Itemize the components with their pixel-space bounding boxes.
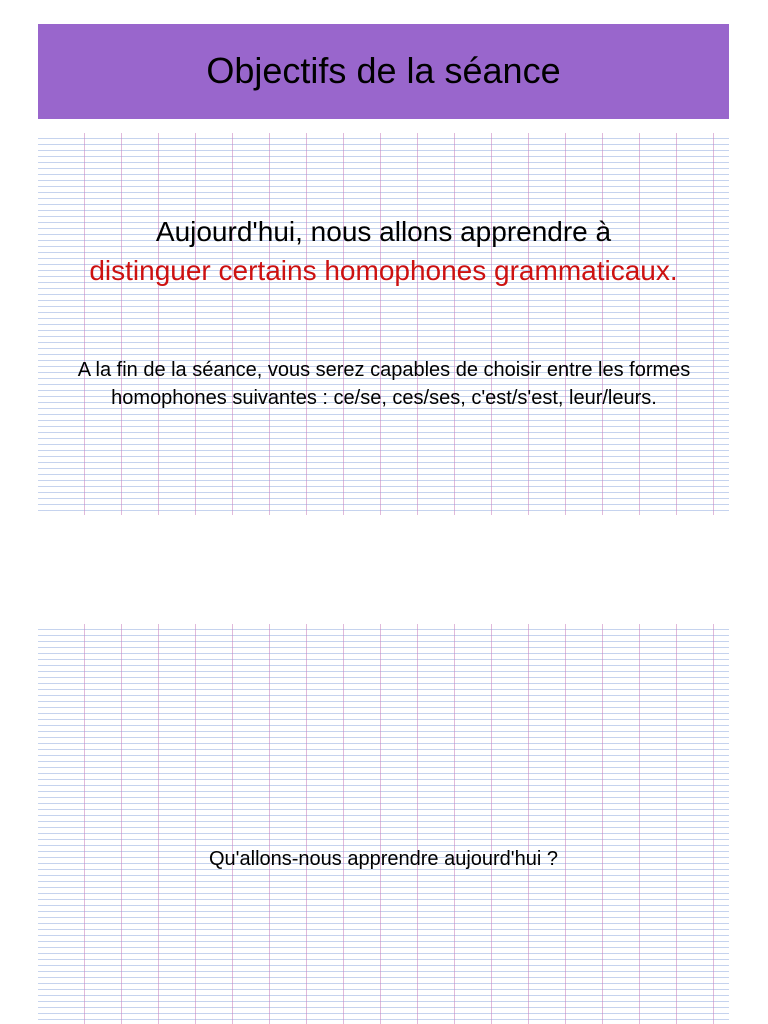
question-text: Qu'allons-nous apprendre aujourd'hui ? [209, 848, 558, 870]
slide-title: Objectifs de la séance [206, 49, 561, 91]
intro-line: Aujourd'hui, nous allons apprendre à [155, 216, 612, 247]
objective-detail: A la fin de la séance, vous serez capables de choisir entre les formes homophones suivantes : ce/se, ces/ses, c'est/s'est, leur/leurs. [77, 359, 691, 409]
ruled-paper-background [38, 133, 729, 515]
title-bar [38, 24, 729, 119]
ruled-paper-background-2 [38, 624, 729, 1024]
intro-highlight: distinguer certains homophones grammaticaux. [89, 255, 678, 286]
intro-statement [38, 212, 729, 290]
